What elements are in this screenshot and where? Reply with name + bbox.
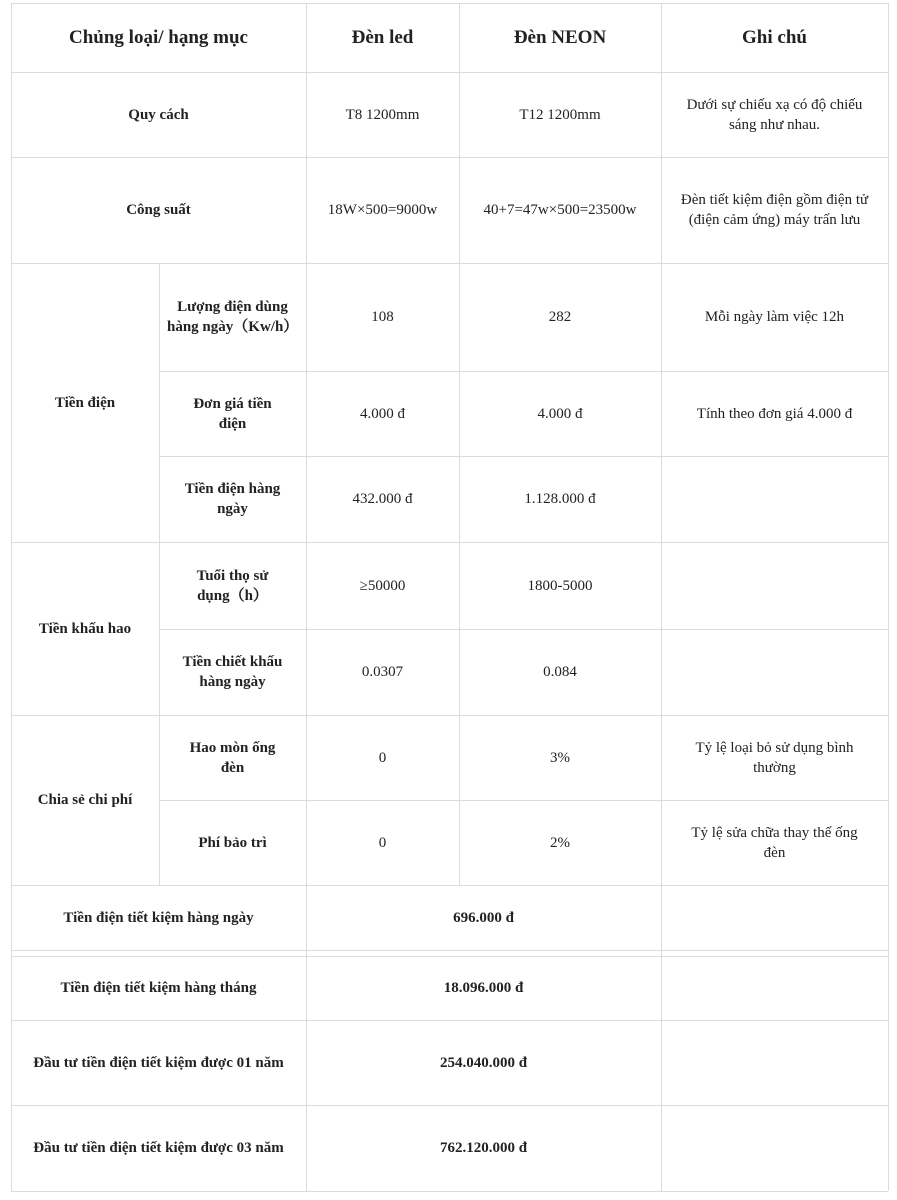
unit-price-led: 4.000 đ [360, 405, 405, 422]
savings-3y-value: 762.120.000 đ [439, 1140, 528, 1156]
group-cost-share: Chia sẻ chi phí [37, 792, 133, 808]
lifespan-note [661, 542, 888, 629]
header-note: Ghi chú [742, 26, 807, 48]
grid-line [11, 1191, 888, 1192]
header-neon: Đèn NEON [513, 26, 607, 48]
power-neon: 40+7=47w×500=23500w [483, 202, 637, 218]
row-label-daily-discount: Tiền chiết khấu hàng ngày [182, 654, 283, 690]
savings-3y-note [661, 1105, 888, 1191]
daily-usage-neon: 282 [548, 309, 572, 325]
power-note: Đèn tiết kiệm điện gồm điện tử (điện cảm ứng) máy trấn lưu [680, 192, 869, 228]
daily-cost-note [661, 456, 888, 542]
daily-discount-neon: 0.084 [543, 664, 577, 680]
daily-usage-note: Mỗi ngày làm việc 12h [704, 309, 845, 325]
row-label-maintenance: Phí bảo trì [198, 834, 267, 851]
savings-day-value: 696.000 đ [453, 909, 514, 926]
daily-discount-note [661, 629, 888, 715]
group-depreciation: Tiền khấu hao [38, 620, 132, 637]
spec-neon: T12 1200mm [519, 106, 601, 123]
daily-cost-neon: 1.128.000 đ [524, 491, 596, 507]
power-led: 18W×500=9000w [327, 202, 438, 218]
row-label-lifespan: Tuổi thọ sử dụng（h） [196, 567, 269, 604]
maintenance-note: Tỷ lệ sửa chữa thay thế ống đèn [691, 824, 858, 861]
header-category: Chủng loại/ hạng mục [69, 26, 248, 48]
daily-cost-led: 432.000 đ [352, 491, 413, 507]
tube-wear-neon: 3% [550, 749, 570, 766]
savings-day-note [661, 885, 888, 950]
row-label-unit-price: Đơn giá tiền điện [193, 395, 272, 432]
row-label-savings-1y: Đầu tư tiền điện tiết kiệm được 01 năm [33, 1054, 284, 1071]
daily-usage-led: 108 [371, 309, 394, 325]
row-label-savings-day: Tiền điện tiết kiệm hàng ngày [63, 909, 254, 926]
unit-price-neon: 4.000 đ [537, 405, 583, 422]
savings-1y-value: 254.040.000 đ [439, 1054, 528, 1071]
savings-month-value: 18.096.000 đ [443, 980, 524, 996]
grid-line [888, 3, 889, 1191]
row-label-tube-wear: Hao mòn ống đèn [189, 739, 276, 776]
lifespan-led: ≥50000 [359, 577, 406, 594]
row-label-power: Công suất [126, 202, 191, 218]
maintenance-neon: 2% [550, 834, 570, 851]
savings-1y-note [661, 1020, 888, 1105]
maintenance-led: 0 [378, 834, 387, 851]
unit-price-note: Tính theo đơn giá 4.000 đ [696, 405, 853, 422]
lifespan-neon: 1800-5000 [527, 577, 593, 594]
header-led: Đèn led [351, 26, 414, 48]
row-label-spec: Quy cách [128, 106, 189, 123]
grid-line [11, 950, 888, 951]
daily-discount-led: 0.0307 [361, 664, 404, 680]
tube-wear-led: 0 [378, 749, 387, 766]
row-label-daily-cost: Tiền điện hàng ngày [184, 481, 281, 517]
row-label-savings-3y: Đầu tư tiền điện tiết kiệm được 03 năm [33, 1140, 284, 1156]
tube-wear-note: Tỷ lệ loại bỏ sử dụng bình thường [695, 739, 854, 776]
spec-note: Dưới sự chiếu xạ có độ chiếu sáng như nhau. [686, 96, 863, 133]
savings-month-note [661, 956, 888, 1020]
group-electricity: Tiền điện [54, 394, 116, 411]
spec-led: T8 1200mm [345, 106, 420, 123]
row-label-daily-usage: Lượng điện dùng hàng ngày（Kw/h） [167, 299, 299, 335]
row-label-savings-month: Tiền điện tiết kiệm hàng tháng [60, 980, 257, 996]
